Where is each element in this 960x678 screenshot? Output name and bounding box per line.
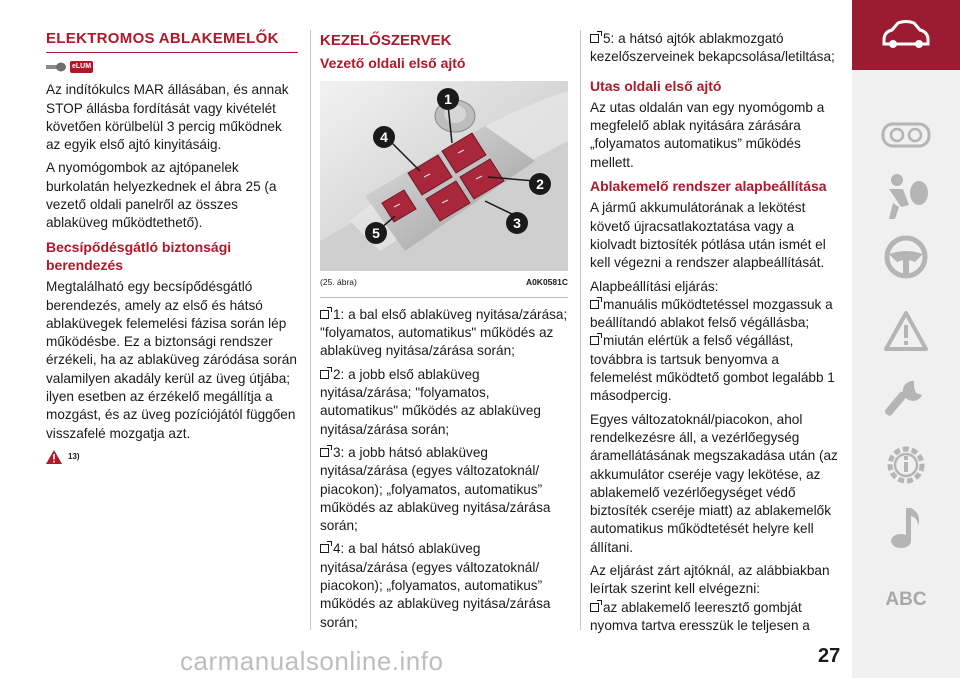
abc-index: ABC — [885, 589, 927, 610]
callout-2: 2 — [536, 175, 544, 192]
sidebar-item-maintenance[interactable] — [852, 366, 960, 436]
sidebar-item-car[interactable] — [852, 0, 960, 70]
callout-4: 4 — [380, 128, 388, 145]
column-divider — [310, 30, 311, 630]
paragraph-closed-doors: Az eljárást zárt ajtóknál, az alábbiakban leírtak szerint kell elvégezni: — [590, 563, 830, 597]
list-item — [590, 332, 840, 405]
paragraph-anti-pinch: Megtalálható egy becsípődésgátló berendezés, amely az első és hátsó ablaküvegek felemelési fázisa során lép működésbe. Ez a biztonsági rendszer érzékeli, ha az ablaküveg záródása során valamilyen akadály kerül az üveg útjába; ilyen esetben az érzékelő megállítja a mozgást, és az üveg pozíciójától függően visszafelé mozgatja azt. — [46, 279, 297, 441]
list-item-text: az ablakemelő leeresztő gombját nyomva tartva eresszük le teljesen a — [590, 599, 810, 633]
warning-triangle-icon — [883, 310, 929, 352]
list-item-text: manuális működtetéssel mozgassuk a beállítandó ablakot felső végállásba; — [590, 296, 833, 331]
gear-info-icon — [883, 442, 929, 488]
column-1 — [46, 30, 298, 466]
paragraph-initialisation: A jármű akkumulátorának a lekötést követő újracsatlakoztatása vagy a kiolvadt biztosíték pótlása után ismét el kell végezni a rendszer alapbeállítását. — [590, 200, 826, 271]
warning-ref-number: 13) — [68, 451, 80, 461]
list-item — [590, 599, 840, 636]
paragraph-buttons: A nyomógombok az ajtópanelek burkolatán helyezkednek el ábra 25 (a vezető oldali panelről az összes ablaküveg működtethető). — [46, 160, 277, 231]
checkbox-bullet-icon — [590, 300, 599, 309]
section-title: ELEKTROMOS ABLAKEMELŐK — [46, 30, 298, 53]
paragraph-intro: Az indítókulcs MAR állásában, és annak STOP állásba fordítását vagy kivételét követően körülbelül 3 percig működnek az egyik első ajtó kinyitásáig. — [46, 82, 289, 153]
sidebar-item-technical-data[interactable] — [852, 430, 960, 500]
subheading-passenger-door: Utas oldali első ajtó — [590, 77, 722, 94]
column-2 — [320, 30, 568, 637]
checkbox-bullet-icon — [320, 544, 329, 553]
sidebar-item-driving[interactable] — [852, 222, 960, 292]
figure-label: (25. ábra) — [320, 276, 357, 287]
paragraph-passenger: Az utas oldalán van egy nyomógomb a megfelelő ablak nyitására zárására „folyamatos automatikus” működés mellett. — [590, 99, 825, 170]
checkbox-bullet-icon — [590, 34, 599, 43]
list-item-text: 2: a jobb első ablaküveg nyitása/zárása; "folyamatos, automatikus" működés az ablaküveg nyitása/zárása során; — [320, 366, 541, 437]
callout-3: 3 — [513, 214, 521, 231]
column-3 — [590, 30, 840, 640]
column-divider — [580, 30, 581, 630]
checkbox-bullet-icon — [590, 336, 599, 345]
list-item — [320, 306, 568, 361]
checkbox-bullet-icon — [320, 310, 329, 319]
ignition-key-row — [46, 59, 298, 75]
car-icon — [878, 20, 934, 50]
sidebar-item-emergency[interactable] — [852, 296, 960, 366]
list-item-text: 1: a bal első ablaküveg nyitása/zárása; "folyamatos, automatikus" működés az ablaküveg nyitása/zárása során; — [320, 306, 568, 359]
paragraph-note: Egyes változatoknál/piacokon, ahol rendelkezésre áll, a vezérlőegység áramellátásának megszakadása után (az akkumulátor cseréje vagy lekötése, az ablakemelő vezérlőegységet védő biztosíték cseréje miatt) az ablakemelők automatikus működtetését helyre kell állítani. — [590, 411, 838, 555]
subheading-anti-pinch: Becsípődésgátló biztonsági berendezés — [46, 238, 232, 273]
list-item — [320, 540, 568, 631]
list-item — [320, 366, 568, 439]
list-item-text: 4: a bal hátsó ablaküveg nyitása/zárása (egyes változatoknál/ piacokon); „folyamatos, automatikus” működés az ablaküveg nyitása/zárása során; — [320, 541, 551, 630]
callout-1: 1 — [444, 90, 452, 107]
list-item — [590, 30, 840, 67]
lum-badge: eLUM — [70, 61, 93, 73]
dashboard-icon — [881, 122, 931, 148]
controls-title: KEZELŐSZERVEK — [320, 32, 452, 49]
sidebar-item-dashboard[interactable] — [852, 100, 960, 170]
steering-wheel-icon — [883, 234, 929, 280]
list-item-text: 3: a jobb hátsó ablaküveg nyitása/zárása (egyes változatoknál/ piacokon); „folyamatos, automatikus” működés az ablaküveg nyitása/zárása során; — [320, 444, 551, 534]
driver-door-subtitle: Vezető oldali első ajtó — [320, 55, 466, 72]
list-item — [590, 296, 840, 333]
checkbox-bullet-icon — [320, 448, 329, 457]
watermark: carmanualsonline.info — [180, 646, 444, 676]
page-number: 27 — [818, 645, 841, 667]
sidebar-item-index[interactable] — [852, 565, 960, 635]
warning-icon — [46, 450, 62, 464]
checkbox-bullet-icon — [590, 603, 599, 612]
sidebar-item-multimedia[interactable] — [852, 492, 960, 562]
airbag-icon — [883, 173, 929, 221]
subheading-initialisation: Ablakemelő rendszer alapbeállítása — [590, 178, 827, 195]
key-icon — [46, 62, 66, 72]
figure-code: A0K0581C — [525, 276, 568, 287]
list-item — [320, 444, 568, 535]
paragraph-procedure: Alapbeállítási eljárás: — [590, 278, 719, 294]
figure-caption — [320, 271, 568, 298]
music-note-icon — [888, 504, 924, 550]
door-panel-figure — [320, 81, 568, 271]
warning-reference — [46, 448, 298, 466]
list-item-text: 5: a hátsó ajtók ablakmozgató kezelőszerveinek bekapcsolása/letiltása; — [590, 31, 835, 65]
list-item-text: miután elértük a felső végállást, továbbra is tartsuk benyomva a felemelést működtető gombot legalább 1 másodpercig. — [590, 333, 835, 404]
checkbox-bullet-icon — [320, 370, 329, 379]
callout-5: 5 — [372, 224, 380, 241]
door-switch-illustration — [320, 81, 568, 271]
chapter-sidebar — [852, 0, 960, 678]
wrench-icon — [884, 377, 928, 425]
